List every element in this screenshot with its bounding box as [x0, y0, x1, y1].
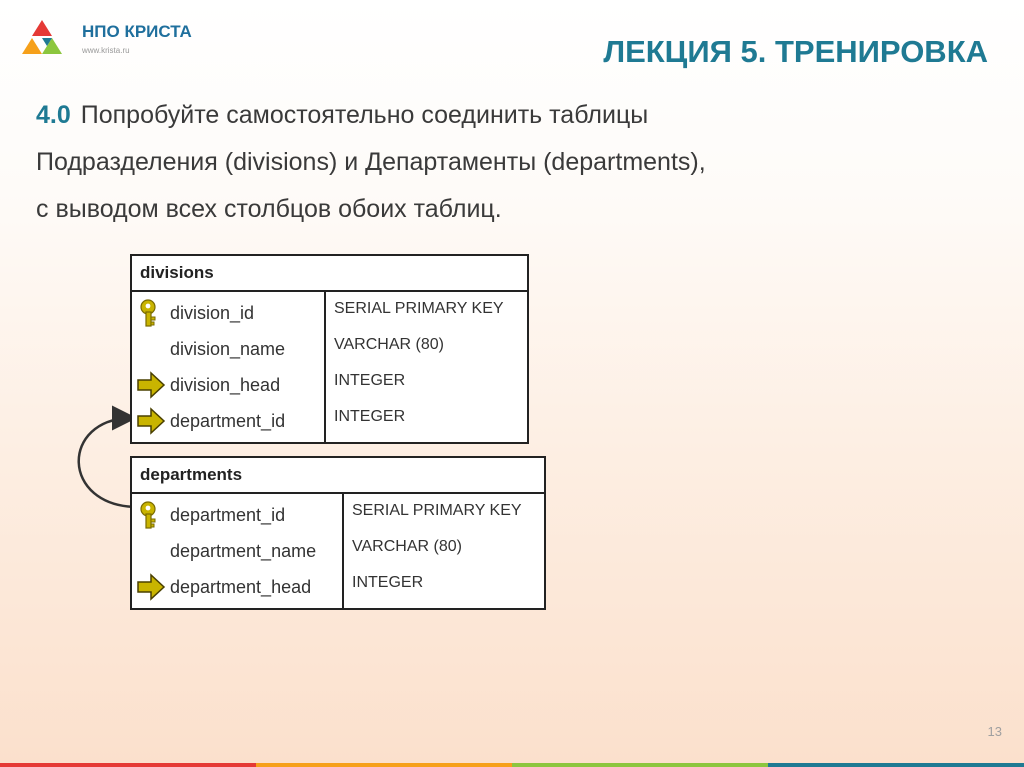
column-type-cell — [344, 497, 544, 533]
bar-segment — [256, 763, 512, 767]
column-row — [132, 367, 324, 403]
column-type-cell — [326, 295, 527, 331]
foreign-key-arrow-icon — [136, 406, 166, 436]
column-name: department_id — [170, 411, 286, 431]
column-type-cell — [326, 367, 527, 403]
column-type-cell — [344, 569, 544, 605]
logo-name: НПО КРИСТА — [82, 22, 192, 41]
slide-title: ЛЕКЦИЯ 5. ТРЕНИРОВКА — [603, 34, 988, 69]
column-name: division_head — [170, 375, 281, 395]
bar-segment — [0, 763, 256, 767]
key-icon — [136, 298, 166, 328]
divisions-table — [130, 254, 529, 444]
task-line-3: с выводом всех столбцов обоих таблиц. — [36, 195, 502, 223]
column-type-cell — [344, 533, 544, 569]
column-row — [132, 403, 324, 439]
column-type: VARCHAR (80) — [352, 538, 462, 555]
column-type: INTEGER — [334, 372, 406, 389]
departments-table-title: departments — [132, 458, 544, 494]
column-row — [132, 295, 324, 331]
departments-table — [130, 456, 546, 610]
column-type-cell — [326, 331, 527, 367]
bottom-color-bar — [0, 763, 1024, 767]
column-type: SERIAL PRIMARY KEY — [352, 502, 522, 519]
column-type: INTEGER — [352, 574, 424, 591]
divisions-table-title: divisions — [132, 256, 527, 292]
column-row — [132, 533, 342, 569]
logo-url: www.krista.ru — [82, 46, 130, 55]
key-icon — [136, 500, 166, 530]
column-name: department_id — [170, 505, 286, 525]
column-row — [132, 497, 342, 533]
page-number: 13 — [987, 724, 1002, 739]
column-row — [132, 331, 324, 367]
bar-segment — [512, 763, 768, 767]
column-name: division_id — [170, 303, 255, 323]
column-name: department_name — [170, 541, 317, 561]
column-type: SERIAL PRIMARY KEY — [334, 300, 504, 317]
column-type: INTEGER — [334, 408, 406, 425]
column-type: VARCHAR (80) — [334, 336, 444, 353]
task-line-2: Подразделения (divisions) и Департаменты (departments), — [36, 148, 706, 176]
task-number: 4.0 — [36, 101, 71, 129]
column-row — [132, 569, 342, 605]
column-name: department_head — [170, 577, 312, 597]
task-line-1-text: Попробуйте самостоятельно соединить таблицы — [80, 101, 649, 129]
bar-segment — [768, 763, 1024, 767]
foreign-key-arrow-icon — [136, 370, 166, 400]
column-name: division_name — [170, 339, 286, 359]
foreign-key-arrow-icon — [136, 572, 166, 602]
column-type-cell — [326, 403, 527, 439]
